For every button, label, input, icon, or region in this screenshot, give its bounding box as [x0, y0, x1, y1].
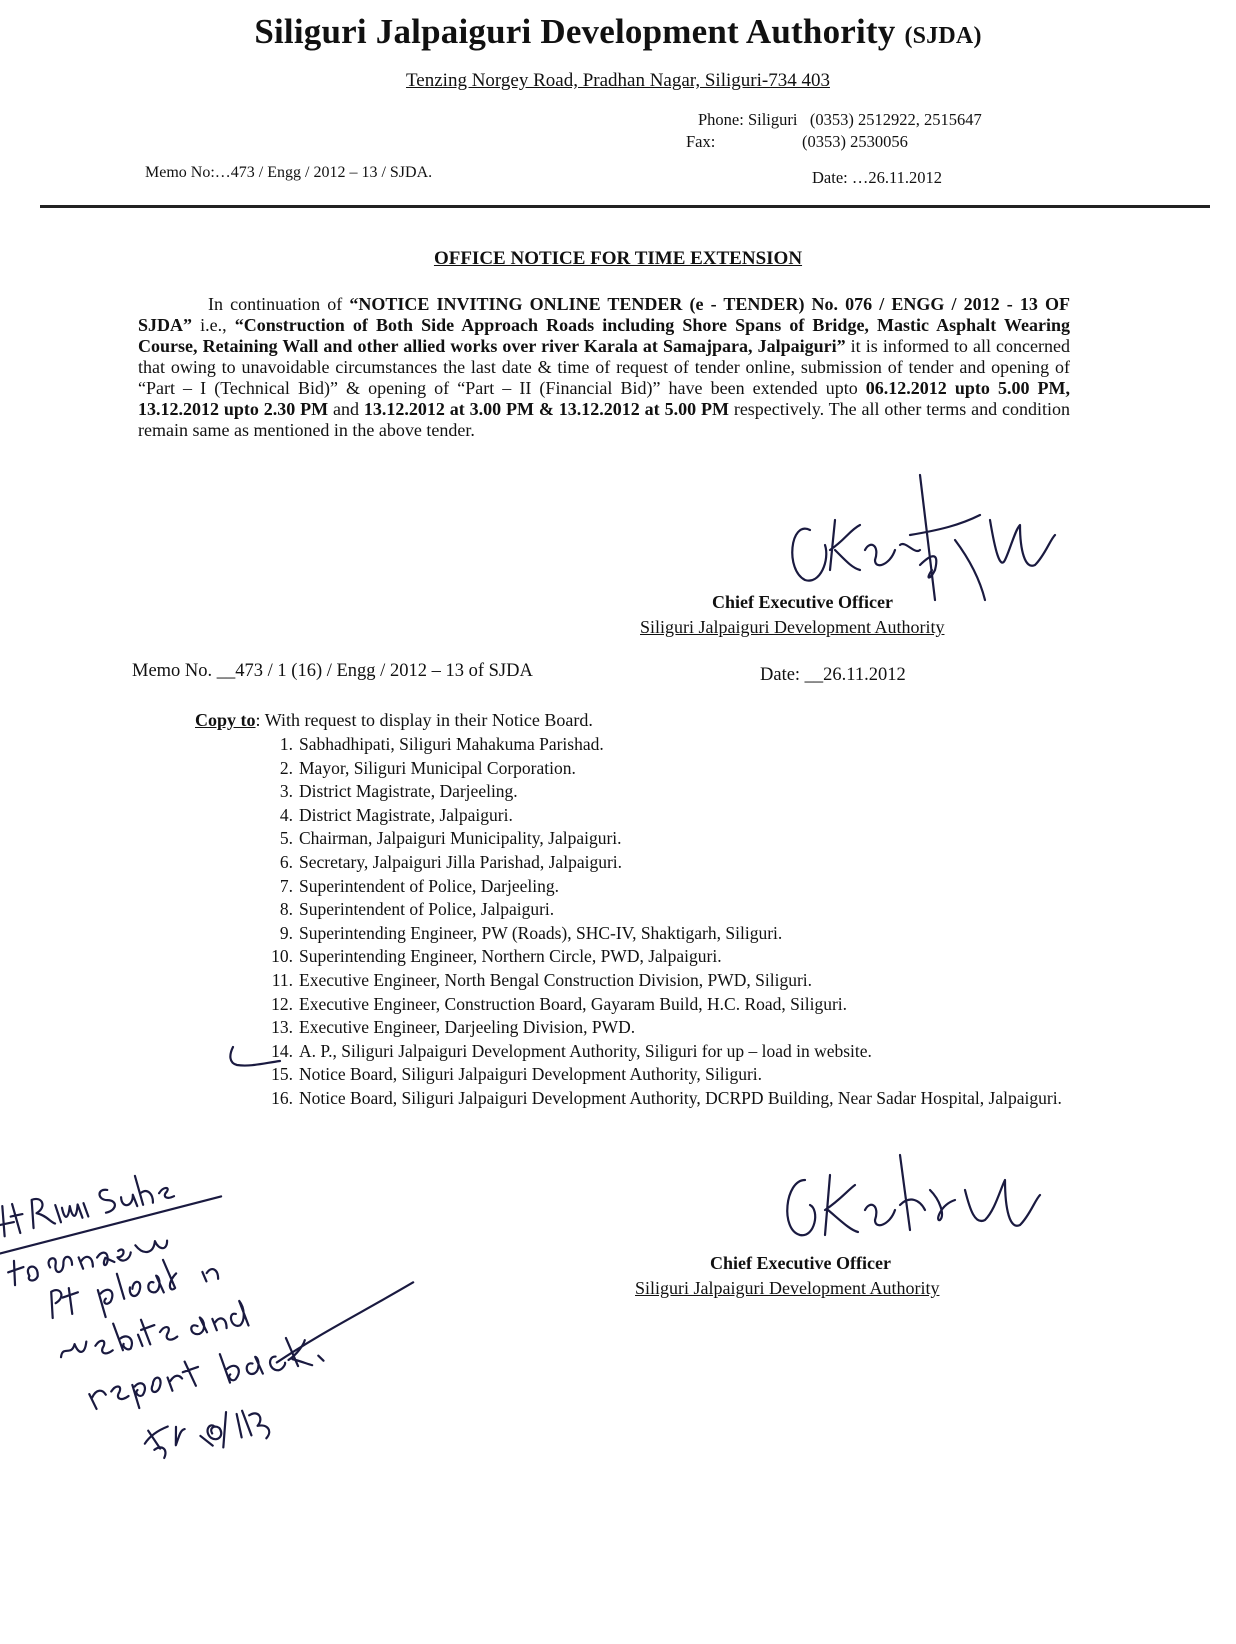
- list-item: 3. District Magistrate, Darjeeling.: [279, 781, 518, 802]
- list-item: 10. Superintending Engineer, Northern Circle, PWD, Jalpaiguri.: [271, 946, 722, 967]
- notice-title: OFFICE NOTICE FOR TIME EXTENSION: [433, 248, 803, 269]
- list-item: 12. Executive Engineer, Construction Board, Gayaram Build, H.C. Road, Siliguri.: [271, 993, 848, 1014]
- signature-ceo-1: [780, 470, 1100, 640]
- list-item: 16. Notice Board, Siliguri Jalpaiguri Development Authority, DCRPD Building, Near Sadar Hospital, Jalpaiguri.: [271, 1087, 1062, 1108]
- list-item: 8. Superintendent of Police, Jalpaiguri.: [279, 899, 555, 920]
- signature-ceo-2: [780, 1150, 1080, 1270]
- list-item: 6. Secretary, Jalpaiguri Jilla Parishad, Jalpaiguri.: [279, 851, 623, 872]
- list-item: 13. Executive Engineer, Darjeeling Division, PWD.: [271, 1017, 636, 1038]
- signatory-designation-2: Chief Executive Officer: [710, 1253, 891, 1273]
- organization-name: Siliguri Jalpaiguri Development Authority (SJDA): [254, 12, 982, 51]
- signatory-authority-2: Siliguri Jalpaiguri Development Authority: [635, 1278, 940, 1298]
- organization-address: Tenzing Norgey Road, Pradhan Nagar, Siliguri-734 403: [406, 70, 830, 91]
- list-item: 9. Superintending Engineer, PW (Roads), SHC-IV, Shaktigarh, Siliguri.: [279, 922, 783, 943]
- copy-to-intro: : With request to display in their Notice Board.: [255, 710, 593, 730]
- copy-memo-date: Date: __26.11.2012: [760, 665, 906, 685]
- signatory-designation-1: Chief Executive Officer: [712, 592, 893, 612]
- list-item: 15. Notice Board, Siliguri Jalpaiguri Development Authority, Siliguri.: [271, 1064, 763, 1085]
- handwritten-note: [15, 1130, 495, 1490]
- header-divider: [40, 205, 1210, 208]
- memo-date: Date: …26.11.2012: [812, 168, 942, 187]
- list-item: 5. Chairman, Jalpaiguri Municipality, Jalpaiguri.: [279, 828, 622, 849]
- copy-to-heading: [195, 710, 593, 731]
- copy-recipient-list: [263, 733, 1083, 1111]
- phone-number: Phone: Siliguri (0353) 2512922, 2515647: [698, 110, 982, 129]
- list-item: 1. Sabhadhipati, Siliguri Mahakuma Parishad.: [279, 734, 604, 754]
- organization-abbreviation: (SJDA): [904, 23, 982, 49]
- copy-memo-number: Memo No. __473 / 1 (16) / Engg / 2012 – 13 of SJDA: [132, 661, 533, 681]
- handwritten-mark: [225, 1045, 285, 1075]
- fax-number: Fax: (0353) 2530056: [686, 132, 908, 151]
- list-item: 14. A. P., Siliguri Jalpaiguri Development Authority, Siliguri for up – load in website.: [271, 1040, 872, 1061]
- list-item: 2. Mayor, Siliguri Municipal Corporation.: [279, 757, 576, 778]
- notice-body: In continuation of “NOTICE INVITING ONLINE TENDER (e - TENDER) No. 076 / ENGG / 2012 - 13 OF SJDA” i.e., “Construction of Both Side Approach Roads including Shore Spans of Bridge, Mastic Asphalt Wearing Course, Retaining Wall and other allied works over river Karala at Samajpara, Jalpaiguri” it is informed to all concerned that owing to unavoidable circumstances the last date & time of request of tender online, submission of tender and opening of “Part – I (Technical Bid)” & opening of “Part – II (Financial Bid)” have been extended upto 06.12.2012 upto 5.00 PM, 13.12.2012 upto 2.30 PM and 13.12.2012 at 3.00 PM & 13.12.2012 at 5.00 PM respectively. The all other terms and condition remain same as mentioned in the above tender.: [138, 294, 1071, 440]
- memo-number: Memo No:…473 / Engg / 2012 – 13 / SJDA.: [145, 164, 433, 181]
- signatory-authority-1: Siliguri Jalpaiguri Development Authority: [640, 617, 945, 637]
- copy-to-label: Copy to: [195, 710, 256, 730]
- list-item: 7. Superintendent of Police, Darjeeling.: [279, 875, 559, 896]
- list-item: 11. Executive Engineer, North Bengal Construction Division, PWD, Siliguri.: [271, 969, 813, 990]
- list-item: 4. District Magistrate, Jalpaiguri.: [279, 804, 513, 825]
